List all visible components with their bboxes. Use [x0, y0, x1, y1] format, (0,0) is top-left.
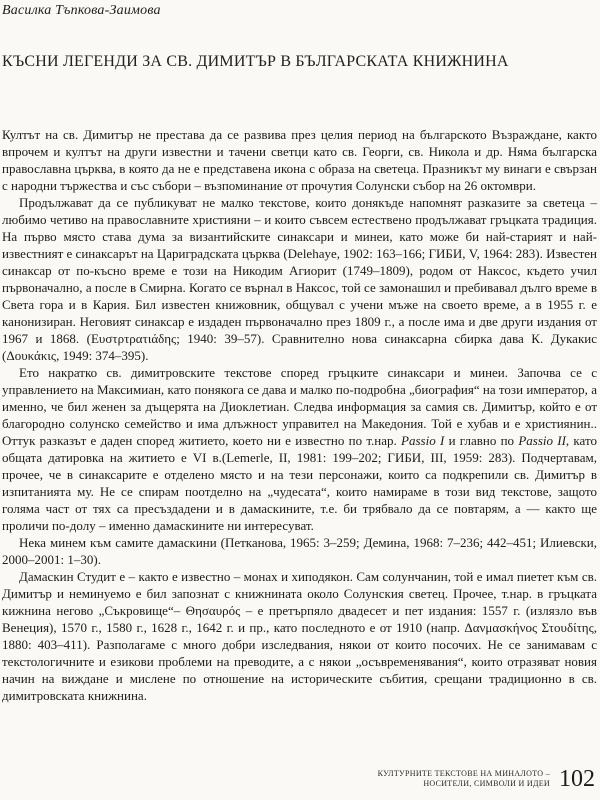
text-run-italic: Passio II — [518, 433, 566, 448]
text-run-italic: Passio I — [401, 433, 445, 448]
paragraph-5 — [2, 568, 597, 704]
author-byline: Василка Тъпкова-Заимова — [2, 3, 161, 18]
article-body — [2, 126, 597, 704]
text-run: Продължават да се публикуват не малко текстове, които донякъде напомнят разказите за светеца – любимо четиво на православните християни – и които съвсем естествено продължават гръцката традиция. На първо място става дума за византийските синаксари и минеи, като може би най-старият и най-известният е синаксарът на Цариградската църква (Delehaye, 1902: 163–166; ГИБИ, V, 1964: 283). Известен синаксар от по-късно време е този на Никодим Агиорит (1749–1809), родом от Наксос, където учил първоначално, а после в Смирна. Когато се върнал в Наксос, той се замонашил и пребивавал дълго време в Света гора и в Кария. Бил известен книжовник, общувал с учени мъже на своето време, а в 1955 г. е канонизиран. Неговият синаксар е издаден първоначално през 1809 г., а после има и две други издания от 1967 и 1868. (Ευστρτρατιάδης; 1940: 39–57). Сравнително нова синаксарна сбирка дава К. Дукакис (Δουκάκις, 1949: 374–395). — [2, 195, 597, 363]
page-footer — [378, 767, 595, 791]
series-title — [378, 769, 550, 789]
text-run: Култът на св. Димитър не престава да се развива през целия период на българското Възраждане, както впрочем и култът на други известни и тачени светци като св. Георги, св. Никола и др. Няма българска православна църква, в която да не е представена икона с образа на светеца. Празникът му винаги е свързан с народни тържества и със събори – възпоминание от прочутия Солунски събор на 26 октомври. — [2, 127, 597, 193]
paragraph-4 — [2, 534, 597, 568]
series-line-1: КУЛТУРНИТЕ ТЕКСТОВЕ НА МИНАЛОТО – — [377, 769, 550, 778]
text-run: Ето накратко св. димитровските текстове според гръцките синаксари и минеи. Започва се с управлението на Максимиан, като понякога се дава и малко по-подробна „биография“ на този император, а именно, че бил женен за дъщерята на Диоклетиан. Следва информация за самия св. Димитър, който е от благородно солунско семейство и има длъжност управител на Македония. Той е хубав и е християнин.. Оттук разказът е даден според житието, което ни е известно по т.нар. — [2, 365, 597, 448]
page-number: 102 — [559, 766, 595, 792]
article-title: КЪСНИ ЛЕГЕНДИ ЗА СВ. ДИМИТЪР В БЪЛГАРСКАТА КНИЖНИНА — [2, 53, 509, 70]
text-run: Нека минем към самите дамаскини (Петканова, 1965: 3–259; Демина, 1968: 7–236; 442–451; Илиевски, 2000–2001: 1–30). — [2, 535, 597, 567]
text-run: Дамаскин Студит е – както е известно – монах и хиподякон. Сам солунчанин, той е имал пиетет към св. Димитър и неминуемо е бил запознат с книжнината около Солунския светец. Прочее, т.нар. в гръцката кижнина негово „Съкровище“– Θησαυρός – е претърпяло двадесет и пет издания: 1557 г. (излязло във Венеция), 1570 г., 1580 г., 1628 г., 1642 г. и пр., като последното е от 1910 (напр. Δανμασκήνος Στουδίτης, 1880: 403–411). Разполагаме с много добри изследвания, някои от които посочих. Не се занимавам с текстологичните и езикови проблеми на преводите, а с някои „осъвременявания“, които отразяват новия начин на виждане и мислене по отношение на историческите събития, срещани традиционно в св. димитровската книжнина. — [2, 569, 597, 703]
paragraph-1 — [2, 126, 597, 194]
paragraph-2 — [2, 194, 597, 364]
text-run: и главно по — [444, 433, 519, 448]
paragraph-3 — [2, 364, 597, 534]
series-line-2: НОСИТЕЛИ, СИМВОЛИ И ИДЕИ — [423, 779, 550, 788]
text-run: , като общата датировка на житието е VI в.(Lemerle, II, 1981: 199–202; ГИБИ, III, 1959: 283). Подчертавам, прочее, че в синаксарите е отделено място и на тези персонажи, които са подкрепили св. Димитър в изпитанията му. Не се спирам поотделно на „чудесата“, които намираме в този вид текстове, защото голяма част от тях са пресъздадени и в дамаскините, т.е. би трябвало да се повтарям, а — както ще проличи по-долу – именно дамаскините ни интересуват. — [2, 433, 597, 533]
